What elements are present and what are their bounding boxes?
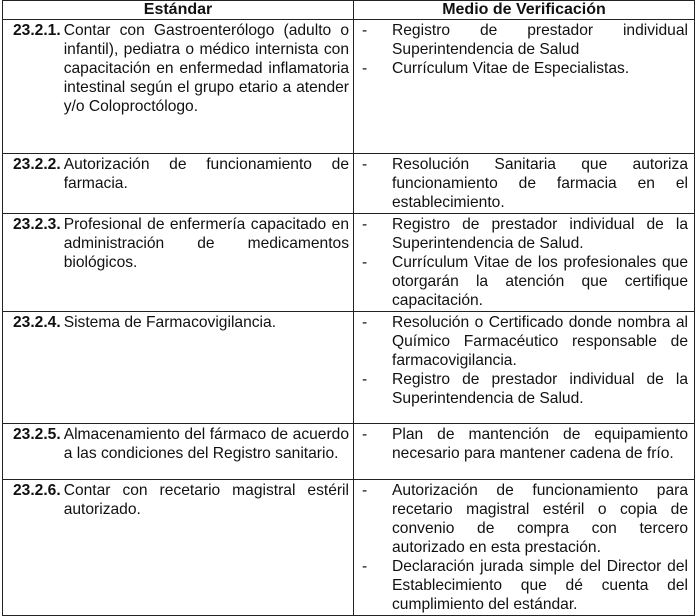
verification-cell [354, 154, 695, 214]
verification-text: Declaración jurada simple del Director del Establecimiento que dé cuenta del cumplimiento del estándar. [392, 558, 688, 613]
bullet-dash: - [362, 426, 368, 443]
verification-item [362, 425, 688, 463]
verification-text: Plan de mantención de equipamiento necesario para mantener cadena de frío. [392, 426, 688, 462]
standard-text: Almacenamiento del fármaco de acuerdo a las condiciones del Registro sanitario. [63, 426, 349, 462]
verification-item [362, 215, 688, 253]
verification-cell [354, 20, 695, 154]
bullet-dash: - [362, 371, 368, 388]
verification-item [362, 313, 688, 370]
standard-cell [3, 480, 354, 616]
standard-code: 23.2.6. [13, 482, 61, 499]
table-body [3, 20, 695, 616]
standards-table [2, 0, 695, 616]
standard-code: 23.2.3. [13, 216, 61, 233]
standard-cell [3, 20, 354, 154]
verification-text: Resolución o Certificado donde nombra al Químico Farmacéutico responsable de farmacovigilancia. [392, 314, 688, 369]
bullet-dash: - [362, 558, 368, 575]
table-row [3, 214, 695, 312]
table-row [3, 424, 695, 480]
bullet-dash: - [362, 216, 368, 233]
verification-item [362, 370, 688, 408]
standard-code: 23.2.5. [13, 426, 61, 443]
verification-text: Resolución Sanitaria que autoriza funcionamiento de farmacia en el establecimiento. [392, 156, 688, 211]
bullet-dash: - [362, 22, 368, 39]
bullet-dash: - [362, 156, 368, 173]
verification-cell [354, 312, 695, 424]
verification-text: Registro de prestador individual Superintendencia de Salud [392, 22, 688, 58]
standard-cell [3, 424, 354, 480]
standard-code: 23.2.4. [13, 314, 61, 331]
verification-text: Autorización de funcionamiento para recetario magistral estéril o copia de convenio de compra con tercero autorizado en esta prestación. [392, 482, 688, 556]
verification-cell [354, 214, 695, 312]
standard-text: Autorización de funcionamiento de farmacia. [63, 156, 349, 192]
document-page [2, 0, 694, 616]
standard-code: 23.2.2. [13, 156, 61, 173]
bullet-dash: - [362, 482, 368, 499]
verification-cell [354, 424, 695, 480]
table-header-row [3, 1, 695, 20]
standard-cell [3, 214, 354, 312]
table-row [3, 154, 695, 214]
verification-item [362, 155, 688, 212]
standard-cell [3, 154, 354, 214]
table-row [3, 20, 695, 154]
standard-cell [3, 312, 354, 424]
standard-text: Contar con Gastroenterólogo (adulto o infantil), pediatra o médico internista con capacitación en enfermedad inflamatoria intestinal según el grupo etario a atender y/o Coloproctólogo. [63, 22, 349, 115]
table-row [3, 312, 695, 424]
table-row [3, 480, 695, 616]
verification-cell [354, 480, 695, 616]
header-verification: Medio de Verificación [354, 1, 695, 20]
verification-item [362, 253, 688, 310]
verification-text: Currículum Vitae de Especialistas. [392, 60, 630, 77]
header-standard: Estándar [3, 1, 354, 20]
standard-code: 23.2.1. [13, 22, 61, 39]
bullet-dash: - [362, 254, 368, 271]
verification-item [362, 481, 688, 557]
standard-text: Profesional de enfermería capacitado en administración de medicamentos biológicos. [63, 216, 349, 271]
bullet-dash: - [362, 60, 368, 77]
verification-item [362, 21, 688, 59]
verification-item [362, 557, 688, 614]
verification-text: Currículum Vitae de los profesionales que otorgarán la atención que certifique capacitación. [392, 254, 688, 309]
verification-text: Registro de prestador individual de la Superintendencia de Salud. [392, 371, 688, 407]
verification-item [362, 59, 688, 78]
verification-text: Registro de prestador individual de la Superintendencia de Salud. [392, 216, 688, 252]
standard-text: Sistema de Farmacovigilancia. [63, 314, 277, 331]
bullet-dash: - [362, 314, 368, 331]
standard-text: Contar con recetario magistral estéril autorizado. [63, 482, 349, 518]
